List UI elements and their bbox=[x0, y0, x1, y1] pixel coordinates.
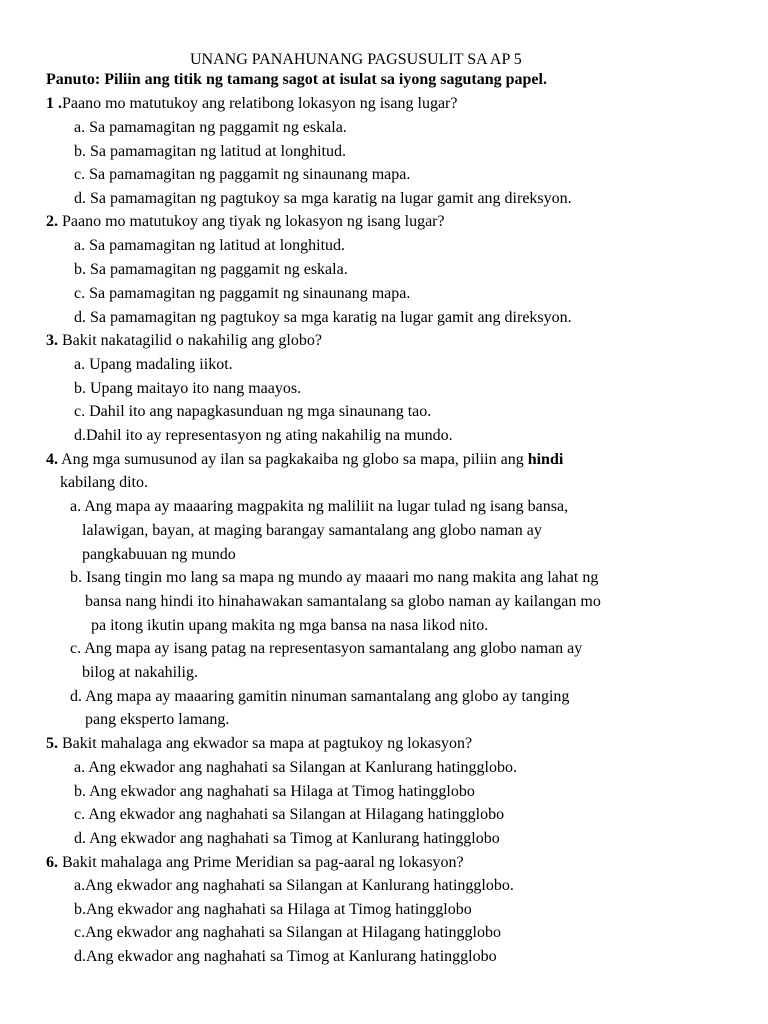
choice-2b: b. Sa pamamagitan ng paggamit ng eskala. bbox=[74, 261, 348, 278]
question-text: Paano mo matutukoy ang tiyak ng lokasyon ng isang lugar? bbox=[58, 213, 445, 230]
choice-6b: b.Ang ekwador ang naghahati sa Hilaga at Timog hatingglobo bbox=[74, 901, 472, 918]
question-text-emphasis: hindi bbox=[527, 451, 564, 468]
choice-2c: c. Sa pamamagitan ng paggamit ng sinaunang mapa. bbox=[74, 285, 411, 302]
question-1 bbox=[46, 94, 457, 114]
question-number: 5. bbox=[46, 735, 58, 752]
question-4 bbox=[46, 450, 563, 470]
question-6 bbox=[46, 853, 464, 873]
choice-2a: a. Sa pamamagitan ng latitud at longhitud. bbox=[74, 237, 346, 254]
choice-1d: d. Sa pamamagitan ng pagtukoy sa mga karatig na lugar gamit ang direksyon. bbox=[74, 190, 572, 207]
question-text: Paano mo matutukoy ang relatibong lokasyon ng isang lugar? bbox=[62, 95, 458, 112]
choice-6d: d.Ang ekwador ang naghahati sa Timog at Kanlurang hatingglobo bbox=[74, 948, 497, 965]
choice-3c: c. Dahil ito ang napagkasunduan ng mga sinaunang tao. bbox=[74, 403, 432, 420]
choice-4a: a. Ang mapa ay maaaring magpakita ng maliliit na lugar tulad ng isang bansa, bbox=[70, 498, 569, 515]
question-number: 4. bbox=[46, 451, 58, 468]
question-number: 6. bbox=[46, 854, 58, 871]
choice-3b: b. Upang maitayo ito nang maayos. bbox=[74, 380, 302, 397]
page-title: UNANG PANAHUNANG PAGSUSULIT SA AP 5 bbox=[190, 51, 522, 68]
choice-4b: b. Isang tingin mo lang sa mapa ng mundo ay maaari mo nang makita ang lahat ng bbox=[70, 569, 599, 586]
question-3 bbox=[46, 331, 322, 351]
question-text: Bakit mahalaga ang ekwador sa mapa at pagtukoy ng lokasyon? bbox=[58, 735, 473, 752]
choice-5a: a. Ang ekwador ang naghahati sa Silangan at Kanlurang hatingglobo. bbox=[74, 759, 517, 776]
choice-5d: d. Ang ekwador ang naghahati sa Timog at Kanlurang hatingglobo bbox=[74, 830, 500, 847]
choice-4d: d. Ang mapa ay maaaring gamitin ninuman samantalang ang globo ay tanging bbox=[70, 688, 570, 705]
question-text: Ang mga sumusunod ay ilan sa pagkakaiba ng globo sa mapa, piliin ang bbox=[58, 451, 528, 468]
choice-4b-cont: pa itong ikutin upang makita ng mga bansa na nasa likod nito. bbox=[91, 617, 489, 634]
choice-2d: d. Sa pamamagitan ng pagtukoy sa mga karatig na lugar gamit ang direksyon. bbox=[74, 309, 572, 326]
choice-4d-cont: pang eksperto lamang. bbox=[85, 711, 230, 728]
question-4-line-2: kabilang dito. bbox=[60, 474, 148, 491]
choice-1b: b. Sa pamamagitan ng latitud at longhitud. bbox=[74, 143, 346, 160]
choice-4c: c. Ang mapa ay isang patag na representasyon samantalang ang globo naman ay bbox=[70, 640, 583, 657]
choice-4a-cont: lalawigan, bayan, at maging barangay samantalang ang globo naman ay bbox=[82, 522, 542, 539]
choice-3a: a. Upang madaling iikot. bbox=[74, 356, 233, 373]
question-5 bbox=[46, 734, 472, 754]
choice-4a-cont: pangkabuuan ng mundo bbox=[82, 546, 236, 563]
question-number: 1 . bbox=[46, 95, 62, 112]
choice-4b-cont: bansa nang hindi ito hinahawakan samantalang sa globo naman ay kailangan mo bbox=[85, 593, 601, 610]
choice-6c: c.Ang ekwador ang naghahati sa Silangan at Hilagang hatingglobo bbox=[74, 924, 501, 941]
choice-5b: b. Ang ekwador ang naghahati sa Hilaga at Timog hatingglobo bbox=[74, 783, 475, 800]
choice-1c: c. Sa pamamagitan ng paggamit ng sinaunang mapa. bbox=[74, 166, 411, 183]
question-text: Bakit mahalaga ang Prime Meridian sa pag-aaral ng lokasyon? bbox=[58, 854, 464, 871]
instructions: Panuto: Piliin ang titik ng tamang sagot at isulat sa iyong sagutang papel. bbox=[46, 71, 547, 88]
question-number: 3. bbox=[46, 332, 58, 349]
choice-5c: c. Ang ekwador ang naghahati sa Silangan at Hilagang hatingglobo bbox=[74, 806, 505, 823]
choice-6a: a.Ang ekwador ang naghahati sa Silangan at Kanlurang hatingglobo. bbox=[74, 877, 514, 894]
choice-4c-cont: bilog at nakahilig. bbox=[82, 664, 198, 681]
choice-3d: d.Dahil ito ay representasyon ng ating nakahilig na mundo. bbox=[74, 427, 453, 444]
question-text: Bakit nakatagilid o nakahilig ang globo? bbox=[58, 332, 322, 349]
question-2 bbox=[46, 212, 445, 232]
choice-1a: a. Sa pamamagitan ng paggamit ng eskala. bbox=[74, 119, 347, 136]
question-number: 2. bbox=[46, 213, 58, 230]
